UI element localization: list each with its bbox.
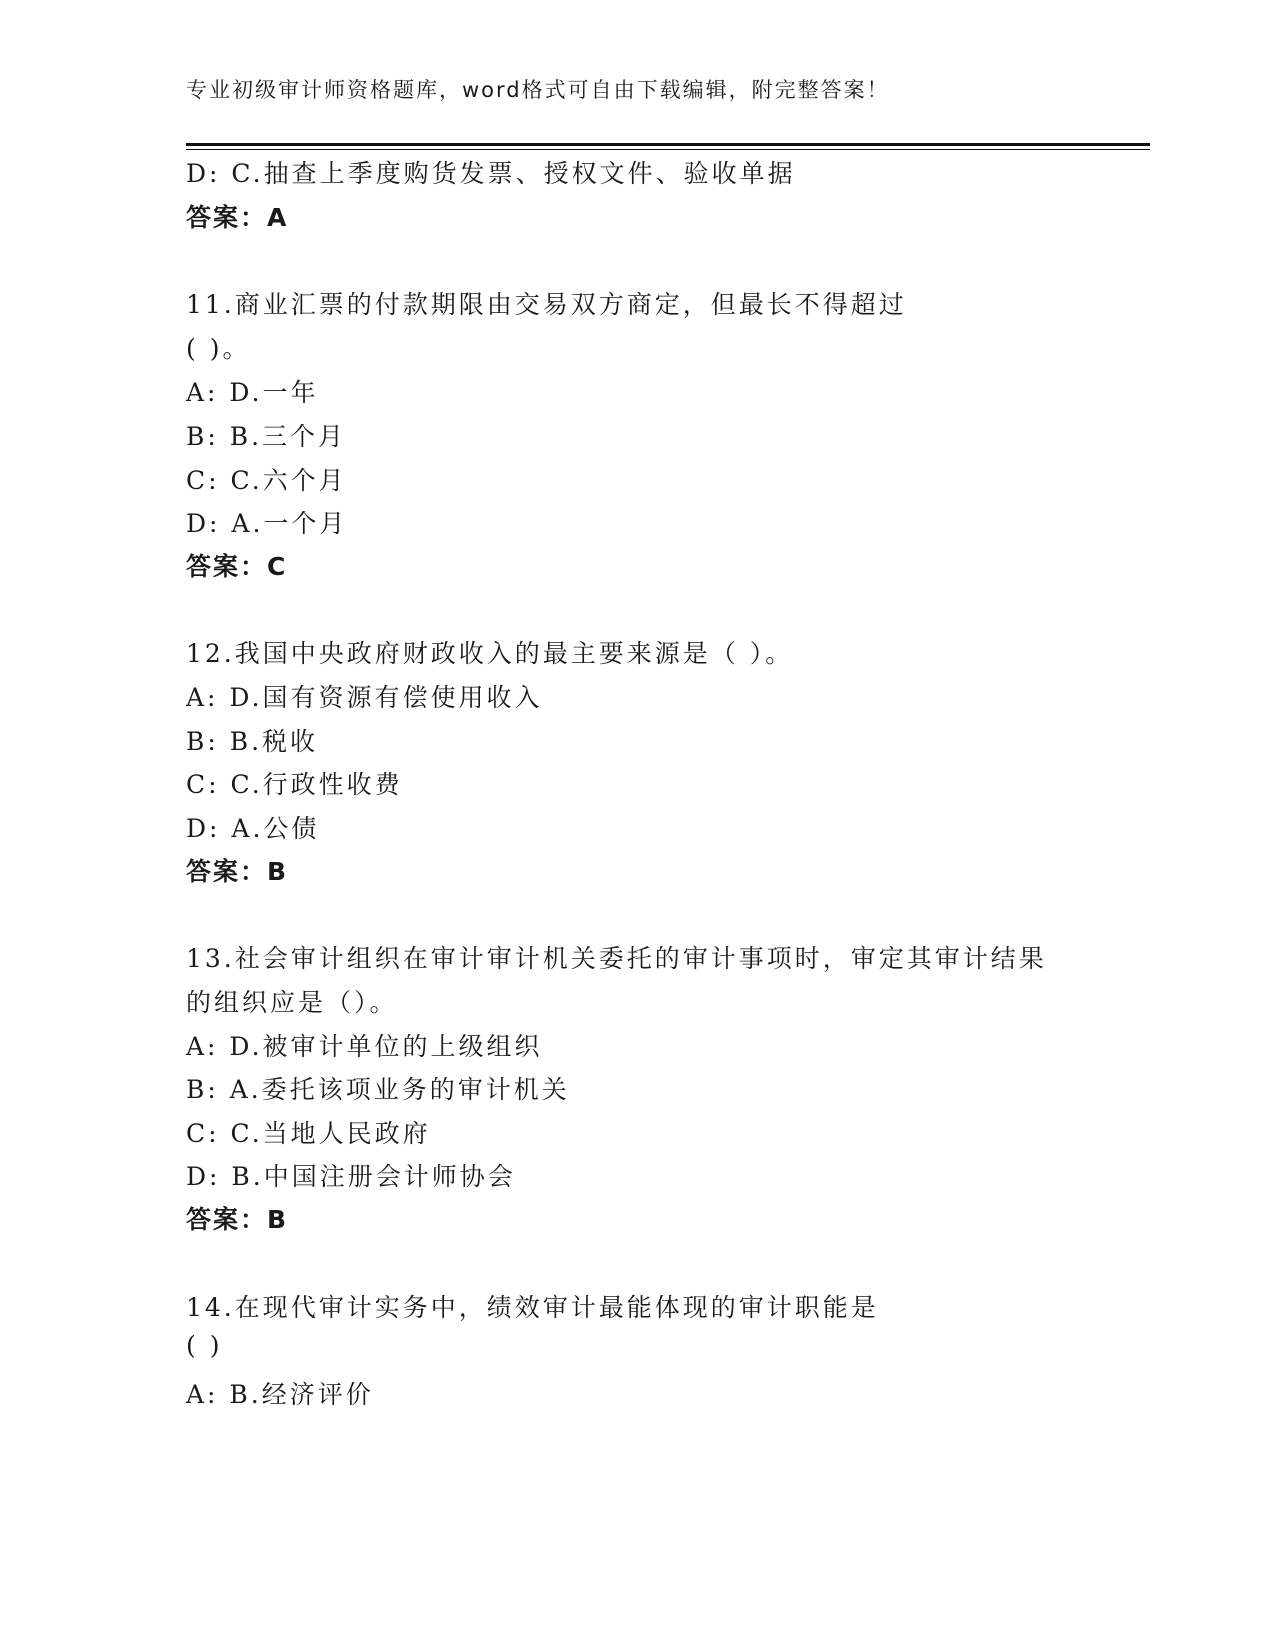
- q11-option-a: A: D.一年: [186, 378, 319, 407]
- q13-option-a: A: D.被审计单位的上级组织: [186, 1032, 543, 1061]
- q14-option-a: A: B.经济评价: [186, 1380, 374, 1409]
- header-rule-thin: [186, 149, 1150, 150]
- q13-stem-line-1: 13.社会审计组织在审计审计机关委托的审计事项时，审定其审计结果: [186, 944, 1047, 973]
- q11-option-b: B: B.三个月: [186, 422, 347, 451]
- q12-option-a: A: D.国有资源有偿使用收入: [186, 683, 543, 712]
- q12-stem-line-1: 12.我国中央政府财政收入的最主要来源是（ ）。: [186, 639, 794, 668]
- header-rule-thick: [186, 143, 1150, 146]
- prev-answer: 答案：A: [186, 203, 289, 232]
- q12-answer: 答案：B: [186, 857, 289, 886]
- q14-stem-line-2: ( ): [186, 1331, 223, 1360]
- q11-stem-line-1: 11.商业汇票的付款期限由交易双方商定，但最长不得超过: [186, 290, 907, 319]
- q12-option-d: D: A.公债: [186, 814, 320, 843]
- q13-option-c: C: C.当地人民政府: [186, 1119, 431, 1148]
- q12-option-b: B: B.税收: [186, 727, 319, 756]
- q13-option-d: D: B.中国注册会计师协会: [186, 1162, 516, 1191]
- page-header: 专业初级审计师资格题库，word格式可自由下载编辑，附完整答案！: [186, 78, 890, 102]
- q11-answer: 答案：C: [186, 552, 288, 581]
- q11-stem-line-2: ( )。: [186, 334, 251, 363]
- q14-stem-line-1: 14.在现代审计实务中，绩效审计最能体现的审计职能是: [186, 1293, 879, 1322]
- q12-option-c: C: C.行政性收费: [186, 770, 403, 799]
- q13-answer: 答案：B: [186, 1205, 289, 1234]
- q13-stem-line-2: 的组织应是（）。: [186, 988, 398, 1017]
- q13-option-b: B: A.委托该项业务的审计机关: [186, 1075, 570, 1104]
- q11-option-d: D: A.一个月: [186, 509, 348, 538]
- prev-option-d: D: C.抽查上季度购货发票、授权文件、验收单据: [186, 159, 796, 188]
- q11-option-c: C: C.六个月: [186, 466, 347, 495]
